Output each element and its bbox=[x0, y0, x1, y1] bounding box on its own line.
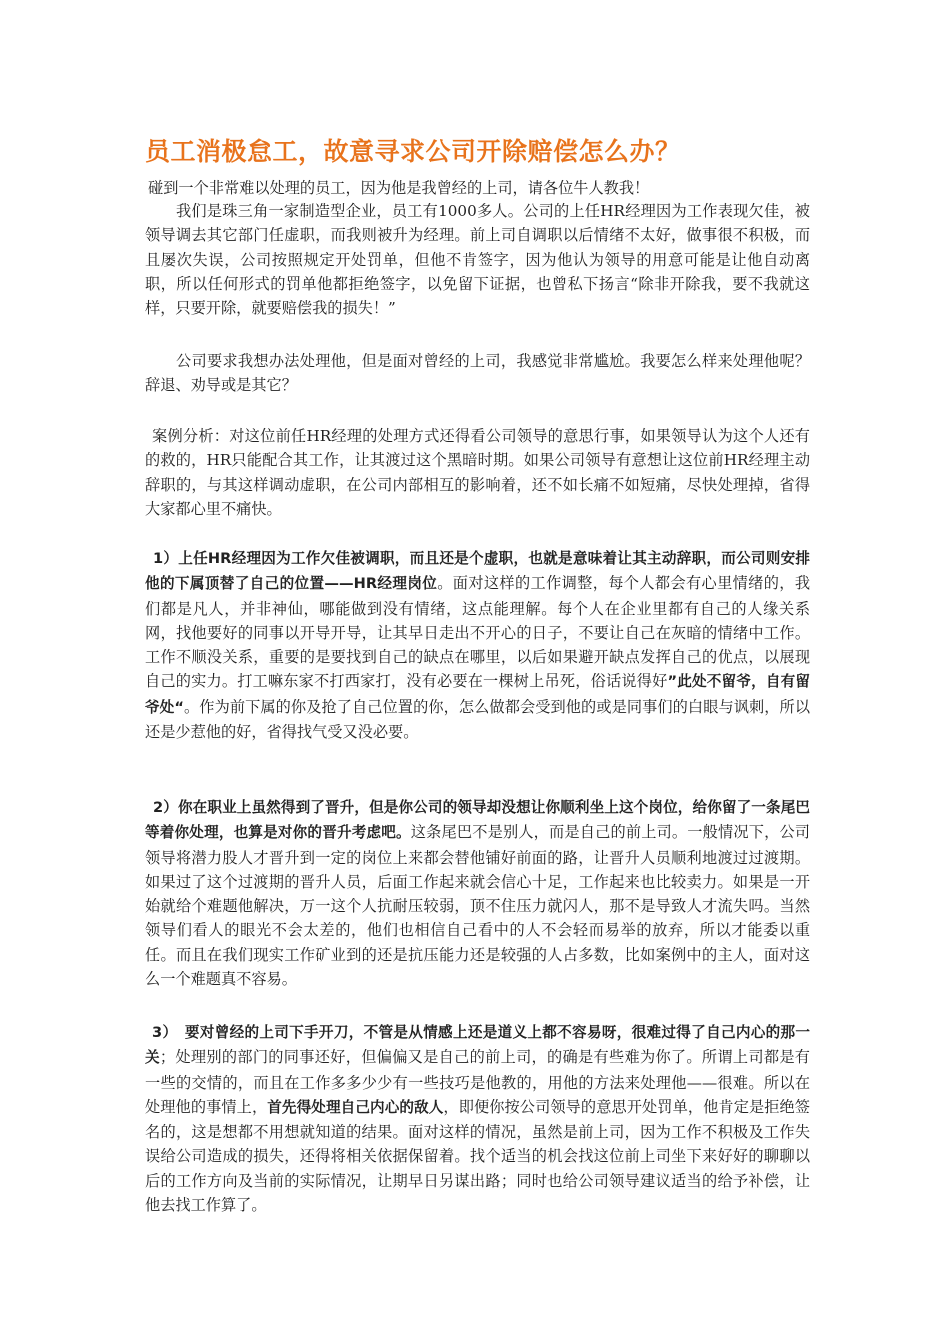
point-2-text: 这条尾巴不是别人，而是自己的前上司。一般情况下，公司领导将潜力股人才晋升到一定的岗位上来都会替他铺好前面的路，让晋升人员顺利地渡过过渡期。如果过了这个过渡期的晋升人员，后面工作起来就会信心十足，工作起来也比较卖力。如果是一开始就给个难题他解决，万一这个人抗耐压较弱，顶不住压力就闪人，那不是导致人才流失吗。当然领导们看人的眼光不会太差的，他们也相信自己看中的人不会轻而易举的放弃，所以才能委以重任。而且在我们现实工作矿业到的还是抗压能力还是较强的人占多数，比如案例中的主人，面对这么一个难题真不容易。 bbox=[145, 823, 810, 989]
point-2-heading: 2）你在职业上虽然得到了晋升，但是你公司的领导却没想让你顺利坐上这个岗位，给你留了一条尾巴等着你处理，也算是对你的晋升考虑吧。 bbox=[145, 799, 810, 842]
point-3-text: ；处理别的部门的同事还好，但偏偏又是自己的前上司，的确是有些难为你了。所谓上司都是有一些的交情的，而且在工作多多少少有一些技巧是他教的，用他的方法来处理他——很难。所以在处理他的事情上， bbox=[145, 1048, 810, 1116]
point-3-paragraph bbox=[145, 1020, 810, 1217]
point-2-paragraph bbox=[145, 795, 810, 991]
point-1-quote: ”此处不留爷，自有留爷处“ bbox=[145, 673, 811, 716]
case-analysis-paragraph: 案例分析：对这位前任HR经理的处理方式还得看公司领导的意思行事，如果领导认为这个人还有的救的，HR只能配合其工作，让其渡过这个黑暗时期。如果公司领导有意想让这位前HR经理主动辞职的，与其这样调动虚职，在公司内部相互的影响着，还不如长痛不如短痛，尽快处理掉，省得大家都心里不痛快。 bbox=[145, 427, 810, 518]
point-3-emphasis: 首先得处理自己内心的敌人 bbox=[267, 1098, 444, 1116]
point-1-text-end: 。作为前下属的你及抢了自己位置的你，怎么做都会受到他的或是同事们的白眼与讽刺，所以还是少惹他的好，省得找气受又没必要。 bbox=[145, 697, 811, 742]
point-3-text-end: ，即便你按公司领导的意思开处罚单，他肯定是拒绝签名的，这是想都不用想就知道的结果。面对这样的情况，虽然是前上司，因为工作不积极及工作失误给公司造成的损失，还得将相关依据保留着。找个适当的机会找这位前上司坐下来好好的聊聊以后的工作方向及当前的实际情况，让期早日另谋出路；同时也给公司领导建议适当的给予补偿，让他去找工作算了。 bbox=[145, 1097, 810, 1215]
point-1-paragraph bbox=[145, 546, 810, 744]
article-title: 员工消极怠工，故意寻求公司开除赔偿怎么办？ bbox=[145, 137, 681, 166]
intro-paragraph: 碰到一个非常难以处理的员工，因为他是我曾经的上司，请各位牛人教我！ bbox=[148, 179, 650, 197]
point-1-text: 。面对这样的工作调整，每个人都会有心里情绪的，我们都是凡人，并非神仙，哪能做到没有情绪，这点能理解。每个人在企业里都有自己的人缘关系网，找他要好的同事以开导开导，让其早日走出不开心的日子，不要让自己在灰暗的情绪中工作。工作不顺没关系，重要的是要找到自己的缺点在哪里，以后如果避开缺点发挥自己的优点，以展现自己的实力。打工嘛东家不打西家打，没有必要在一棵树上吊死，俗话说得好 bbox=[145, 574, 811, 691]
background-paragraph: 我们是珠三角一家制造型企业，员工有1000多人。公司的上任HR经理因为工作表现欠佳，被领导调去其它部门任虚职，而我则被升为经理。前上司自调职以后情绪不太好，做事很不积极，而且屡次失误，公司按照规定开处罚单，但他不肯签字，因为他认为领导的用意可能是让他自动离职，所以任何形式的罚单他都拒绝签字，以免留下证据，也曾私下扬言“除非开除我，要不我就这样，只要开除，就要赔偿我的损失！” bbox=[145, 202, 810, 318]
point-1-heading: 1）上任HR经理因为工作欠佳被调职，而且还是个虚职，也就是意味着让其主动辞职，而公司则安排他的下属顶替了自己的位置——HR经理岗位 bbox=[145, 550, 810, 593]
point-3-heading: 3） 要对曾经的上司下手开刀，不管是从情感上还是道义上都不容易呀，很难过得了自己内心的那一关 bbox=[145, 1024, 810, 1067]
question-paragraph: 公司要求我想办法处理他，但是面对曾经的上司，我感觉非常尴尬。我要怎么样来处理他呢？辞退、劝导或是其它？ bbox=[145, 352, 810, 395]
